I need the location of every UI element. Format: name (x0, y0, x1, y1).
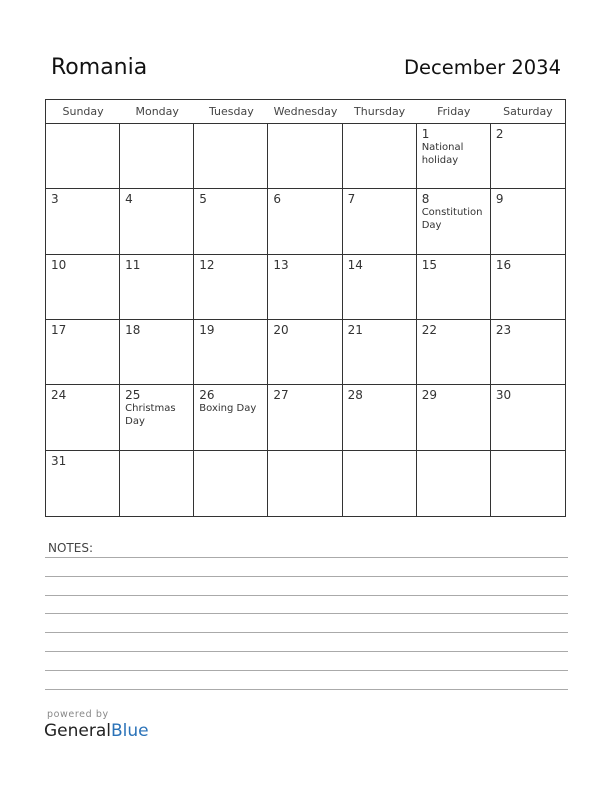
day-cell (343, 385, 417, 450)
weekday-header: Friday (417, 100, 491, 124)
day-cell (268, 255, 342, 320)
calendar-grid (45, 99, 566, 517)
day-number: 6 (273, 192, 282, 207)
day-number: 16 (495, 257, 512, 272)
day-cell (194, 385, 268, 450)
weekday-header: Wednesday (268, 100, 342, 124)
powered-by-text: powered by (47, 709, 109, 720)
day-cell (343, 189, 417, 254)
day-cell (417, 189, 491, 254)
day-number: 30 (495, 388, 512, 403)
day-cell (417, 451, 491, 516)
day-cell (491, 124, 565, 189)
day-number: 15 (421, 257, 437, 272)
holiday-label: National holiday (421, 142, 464, 166)
day-number: 21 (347, 323, 363, 337)
day-cell (194, 189, 268, 254)
day-number: 10 (51, 257, 67, 272)
day-cell (491, 255, 565, 320)
day-number: 17 (51, 323, 67, 337)
notes-line (45, 651, 568, 652)
day-number: 2 (495, 127, 504, 141)
day-cell (120, 385, 194, 450)
day-number: 11 (125, 257, 141, 272)
day-cell (46, 385, 120, 450)
weekday-header: Monday (120, 100, 194, 124)
day-cell (268, 385, 342, 450)
day-number: 9 (495, 192, 504, 207)
day-cell (120, 320, 194, 385)
day-cell (491, 385, 565, 450)
day-number: 14 (347, 257, 363, 272)
notes-line (45, 557, 568, 558)
holiday-label: Christmas Day (125, 403, 176, 427)
day-number: 18 (125, 323, 141, 337)
day-number: 4 (125, 192, 133, 207)
day-cell (46, 255, 120, 320)
holiday-label: Boxing Day (199, 403, 257, 415)
day-number: 8 (421, 192, 430, 207)
country-title: Romania (51, 55, 148, 80)
day-cell (194, 255, 268, 320)
day-number: 24 (51, 388, 67, 403)
day-number: 27 (273, 388, 289, 403)
day-number: 7 (347, 192, 356, 207)
weekday-header: Thursday (343, 100, 417, 124)
notes-line (45, 576, 568, 577)
day-number: 12 (199, 257, 215, 272)
day-number: 19 (199, 323, 215, 337)
notes-line (45, 689, 568, 690)
day-cell (194, 320, 268, 385)
day-number: 26 (199, 388, 215, 403)
day-number: 20 (273, 323, 289, 337)
day-number: 28 (347, 388, 363, 403)
day-cell (491, 451, 565, 516)
day-cell (268, 124, 342, 189)
day-number: 23 (495, 323, 512, 337)
day-number: 1 (421, 127, 430, 141)
month-year-title: December 2034 (404, 56, 561, 79)
notes-label: NOTES: (48, 541, 93, 555)
day-cell (46, 451, 120, 516)
day-cell (120, 189, 194, 254)
day-cell (120, 255, 194, 320)
day-cell (268, 189, 342, 254)
weekday-header: Sunday (46, 100, 120, 124)
day-cell (343, 451, 417, 516)
day-cell (491, 189, 565, 254)
day-cell (417, 320, 491, 385)
day-cell (343, 320, 417, 385)
day-cell (194, 124, 268, 189)
brand-blue: Blue (111, 721, 149, 741)
day-cell (417, 255, 491, 320)
day-cell (343, 255, 417, 320)
day-number: 5 (199, 192, 207, 207)
day-cell (46, 189, 120, 254)
day-cell (120, 451, 194, 516)
day-cell (491, 320, 565, 385)
notes-line (45, 595, 568, 596)
day-cell (417, 124, 491, 189)
day-number: 31 (51, 453, 67, 468)
day-number: 3 (51, 192, 59, 207)
day-cell (417, 385, 491, 450)
day-number: 25 (125, 388, 141, 403)
day-number: 29 (421, 388, 437, 403)
notes-line (45, 613, 568, 614)
notes-line (45, 670, 568, 671)
day-cell (46, 320, 120, 385)
holiday-label: Constitution Day (421, 207, 483, 231)
day-number: 13 (273, 257, 289, 272)
day-cell (120, 124, 194, 189)
day-cell (46, 124, 120, 189)
day-cell (194, 451, 268, 516)
brand-general: General (44, 721, 111, 741)
weekday-header: Saturday (491, 100, 565, 124)
generalblue-logo (44, 721, 149, 741)
weekday-header: Tuesday (194, 100, 268, 124)
day-cell (343, 124, 417, 189)
day-cell (268, 320, 342, 385)
day-number: 22 (421, 323, 437, 337)
day-cell (268, 451, 342, 516)
notes-line (45, 632, 568, 633)
